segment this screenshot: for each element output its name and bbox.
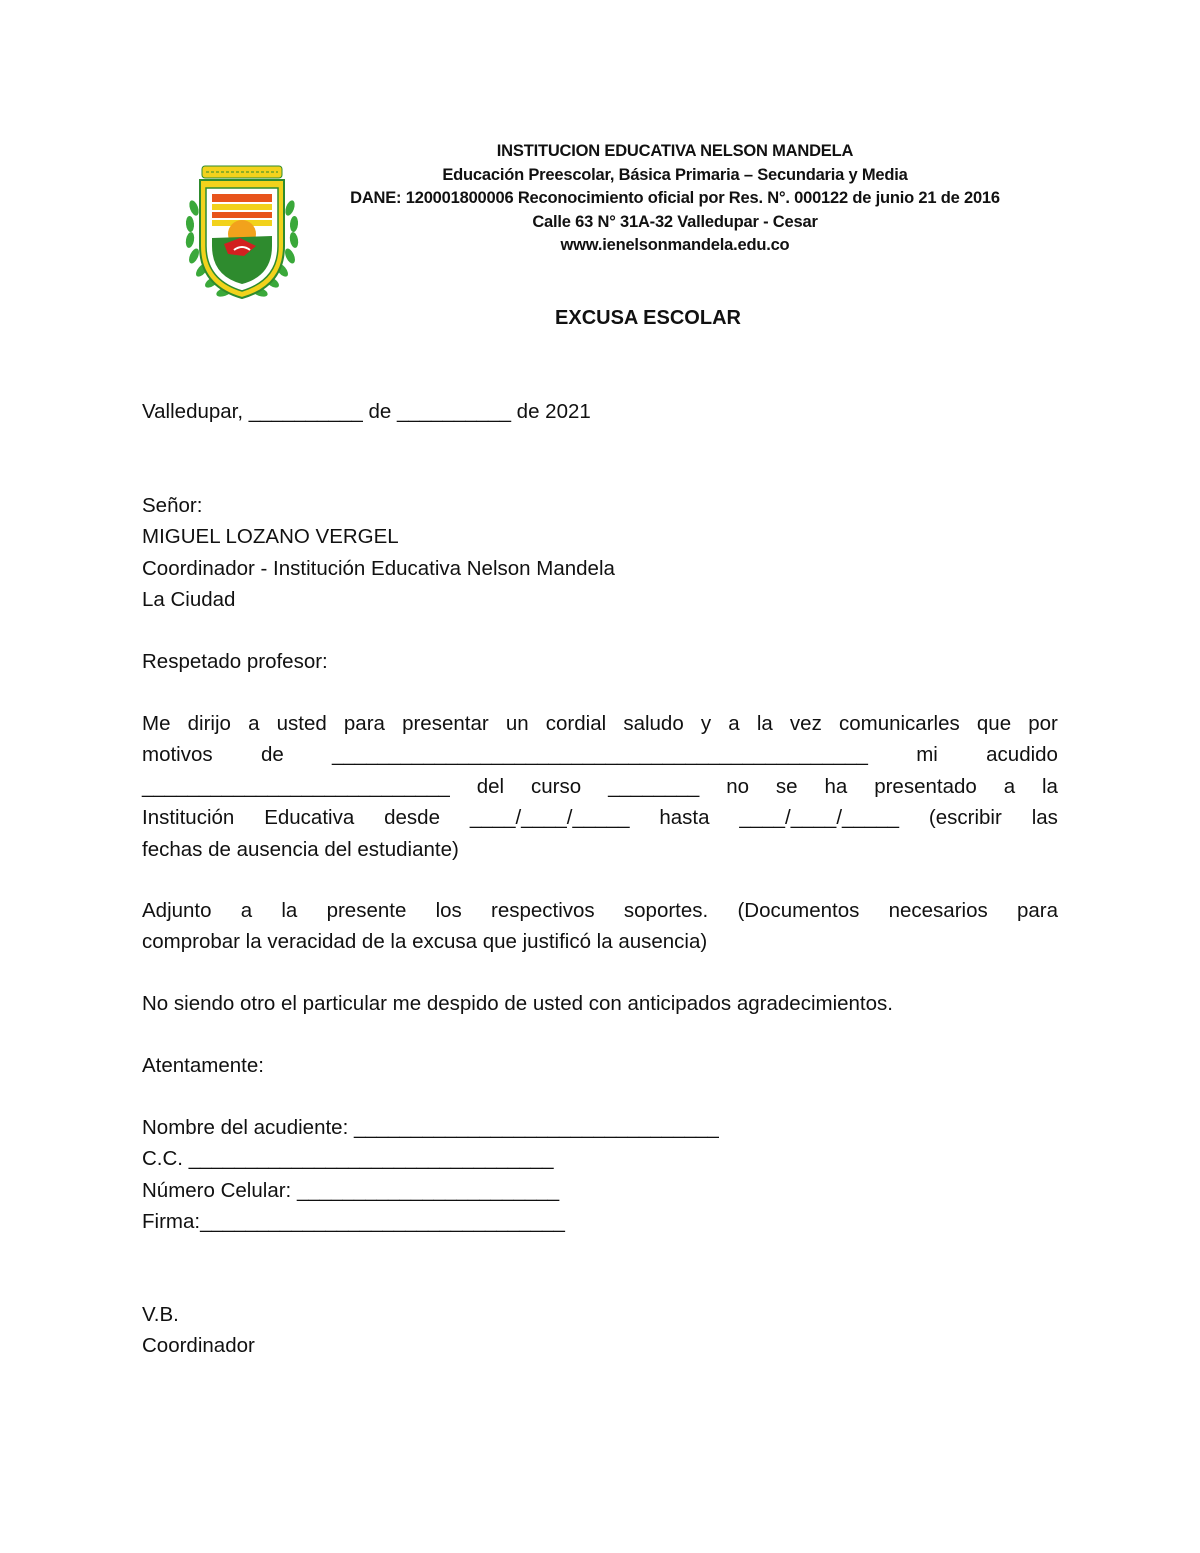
- education-levels: Educación Preescolar, Básica Primaria – Secundaria y Media: [442, 165, 908, 184]
- word: para: [1016, 899, 1058, 922]
- paragraph-attachments: [142, 895, 1058, 958]
- signature-field: Firma:________________________________: [142, 1210, 565, 1234]
- word: Me: [142, 712, 171, 735]
- word: presentado: [874, 774, 977, 798]
- paragraph-request: [142, 708, 1058, 865]
- word: Institución: [142, 806, 235, 830]
- word: un: [505, 712, 529, 735]
- approval-role: Coordinador: [142, 1334, 255, 1358]
- word: para: [343, 712, 385, 735]
- word: y: [700, 712, 712, 735]
- approval-vb: V.B.: [142, 1303, 179, 1326]
- word: mi: [916, 743, 938, 767]
- recipient-block: [142, 490, 1058, 616]
- word: _______________________________________________: [332, 743, 868, 767]
- paragraph-line: comprobar la veracidad de la excusa que justificó la ausencia): [142, 930, 708, 954]
- recipient-name: MIGUEL LOZANO VERGEL: [142, 525, 399, 549]
- word: Adjunto: [142, 899, 212, 922]
- recipient-role: Coordinador - Institución Educativa Nelson Mandela: [142, 556, 615, 580]
- approval-block: [142, 1299, 1058, 1362]
- word: acudido: [986, 743, 1058, 767]
- word: que: [976, 712, 1012, 735]
- word: ha: [824, 774, 848, 798]
- word: Educativa: [264, 806, 355, 830]
- signature-fields: [142, 1112, 1058, 1238]
- word: necesarios: [888, 899, 988, 922]
- word: ________: [608, 774, 700, 798]
- word: del: [476, 774, 505, 798]
- word: se: [775, 774, 798, 798]
- word: vez: [789, 712, 822, 735]
- word: a: [1003, 774, 1016, 798]
- recipient-city: La Ciudad: [142, 588, 236, 612]
- document-title: EXCUSA ESCOLAR: [555, 307, 741, 329]
- word: la: [756, 712, 773, 735]
- word: ___________________________: [142, 774, 450, 798]
- word: a: [248, 712, 260, 735]
- word: respectivos: [491, 899, 595, 922]
- recipient-salutation: Señor:: [142, 494, 203, 517]
- date-line: Valledupar, __________ de __________ de 2021: [142, 400, 591, 423]
- institution-name: INSTITUCION EDUCATIVA NELSON MANDELA: [496, 142, 854, 160]
- word: soportes.: [623, 899, 709, 922]
- website: www.ienelsonmandela.edu.co: [560, 236, 790, 254]
- word: usted: [276, 712, 327, 735]
- word: por: [1028, 712, 1058, 735]
- word: los: [435, 899, 462, 922]
- word: dirijo: [187, 712, 231, 735]
- institution-seal-logo: [184, 158, 300, 304]
- word: a: [240, 899, 253, 922]
- word: ____/____/_____: [469, 806, 630, 830]
- word: cordial: [545, 712, 607, 735]
- id-number-field: C.C. ________________________________: [142, 1147, 554, 1171]
- word: desde: [384, 806, 440, 830]
- word: hasta: [659, 806, 710, 830]
- dane-recognition: DANE: 120001800006 Reconocimiento oficial por Res. N°. 000122 de junio 21 de 2016: [350, 189, 1000, 207]
- guardian-name-field: Nombre del acudiente: ________________________________: [142, 1116, 719, 1139]
- word: no: [726, 774, 749, 798]
- paragraph-farewell: No siendo otro el particular me despido de usted con anticipados agradecimientos.: [142, 992, 893, 1015]
- word: (Documentos: [737, 899, 860, 922]
- word: motivos: [142, 743, 213, 767]
- letterhead: [300, 140, 1050, 258]
- paragraph-line: [142, 895, 1058, 926]
- word: de: [260, 743, 284, 767]
- word: las: [1031, 806, 1058, 830]
- paragraph-line: fechas de ausencia del estudiante): [142, 837, 459, 861]
- word: comunicarles: [838, 712, 960, 735]
- paragraph-line: [142, 802, 1058, 833]
- address: Calle 63 N° 31A-32 Valledupar - Cesar: [532, 212, 818, 231]
- word: la: [281, 899, 298, 922]
- word: la: [1042, 774, 1058, 798]
- word: presente: [326, 899, 407, 922]
- word: presentar: [402, 712, 489, 735]
- greeting: Respetado profesor:: [142, 650, 328, 673]
- closing: Atentamente:: [142, 1054, 264, 1077]
- word: ____/____/_____: [739, 806, 900, 830]
- phone-number-field: Número Celular: _______________________: [142, 1178, 560, 1202]
- paragraph-line: [142, 771, 1058, 802]
- word: saludo: [623, 712, 684, 735]
- word: curso: [531, 774, 582, 798]
- word: a: [728, 712, 740, 735]
- paragraph-line: [142, 708, 1058, 739]
- word: (escribir: [928, 806, 1002, 830]
- paragraph-line: [142, 739, 1058, 770]
